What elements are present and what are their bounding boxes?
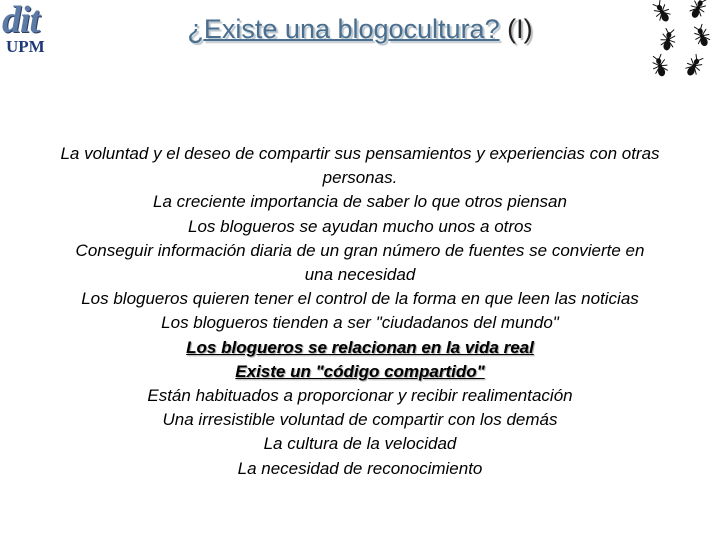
logo-dit-text: dit bbox=[2, 0, 40, 41]
body-line: La cultura de la velocidad bbox=[263, 434, 457, 454]
body-line: Los blogueros quieren tener el control de la forma en que leen las noticias bbox=[81, 289, 639, 309]
body-line-emphasis: Existe un "código compartido" bbox=[235, 361, 485, 381]
ants-icon bbox=[646, 0, 718, 80]
body-line: Una irresistible voluntad de compartir con los demás bbox=[162, 410, 558, 430]
body-line: personas. bbox=[322, 168, 398, 188]
slide-title-number: (I) bbox=[507, 14, 533, 44]
body-line: Los blogueros tienden a ser "ciudadanos del mundo" bbox=[161, 313, 559, 333]
body-line: Conseguir información diaria de un gran número de fuentes se convierte en bbox=[75, 240, 645, 260]
logo-upm-text: UPM bbox=[6, 37, 45, 56]
body-line: Están habituados a proporcionar y recibir realimentación bbox=[147, 386, 573, 406]
body-line: Los blogueros se ayudan mucho unos a otros bbox=[187, 216, 532, 236]
body-line: una necesidad bbox=[304, 265, 416, 285]
body-line-emphasis: Los blogueros se relacionan en la vida real bbox=[186, 337, 534, 357]
body-line: La voluntad y el deseo de compartir sus pensamientos y experiencias con otras bbox=[60, 144, 660, 163]
body-line: La necesidad de reconocimiento bbox=[237, 458, 483, 478]
slide-title bbox=[0, 12, 720, 46]
body-line: La creciente importancia de saber lo que otros piensan bbox=[153, 192, 567, 212]
slide-body bbox=[4, 142, 716, 481]
slide-title-main: ¿Existe una blogocultura? bbox=[187, 14, 500, 44]
